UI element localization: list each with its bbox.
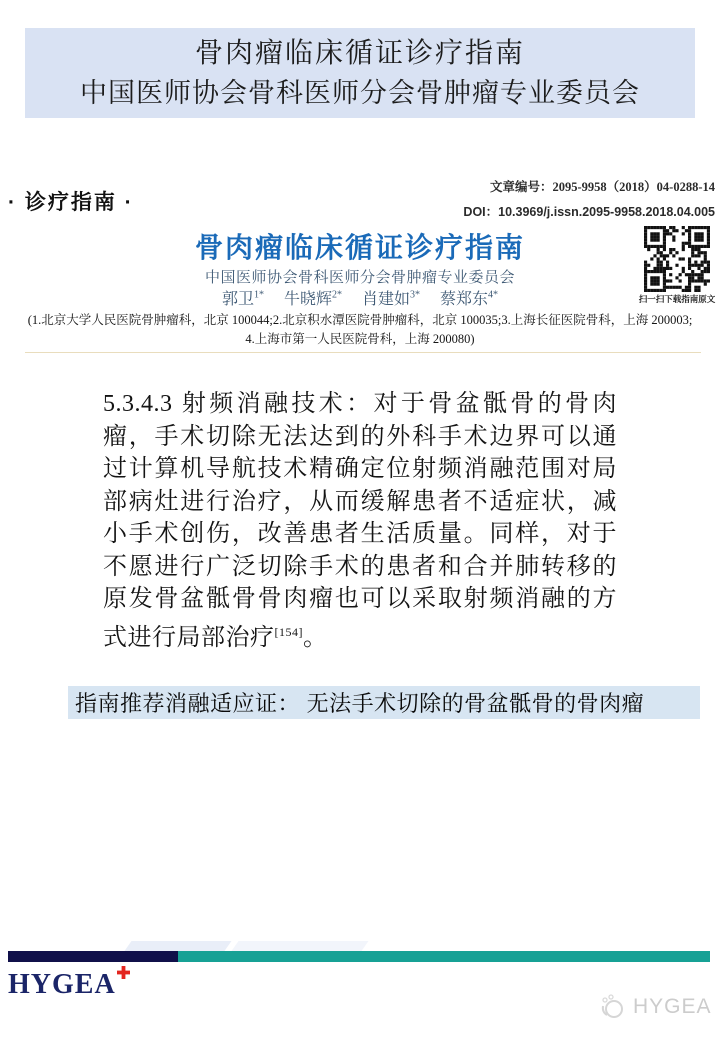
footer-ghost-shape	[124, 941, 231, 951]
hand-globe-icon	[598, 992, 628, 1022]
author-name: 牛晓辉	[283, 291, 332, 308]
author-sup: 2*	[332, 289, 342, 301]
author-name: 肖建如	[362, 291, 411, 308]
banner-title: 骨肉瘤临床循证诊疗指南	[194, 37, 525, 68]
watermark-text: HYGEA	[633, 995, 712, 1018]
affiliations	[0, 311, 720, 349]
hygea-logo	[8, 966, 130, 1001]
reference-marker: [154]	[274, 624, 303, 639]
hygea-logo-text: HYGEA	[8, 969, 116, 1000]
journal-meta	[463, 179, 715, 220]
paragraph-end: 。	[303, 624, 328, 651]
author-sup: 3*	[410, 289, 421, 301]
author-sup: 4*	[488, 289, 499, 301]
author-sup: 1*	[253, 289, 264, 301]
committee-line: 中国医师协会骨科医师分会骨肿瘤专业委员会	[204, 270, 515, 286]
affiliation-line: (1.北京大学人民医院骨肿瘤科，北京 100044;2.北京积水潭医院骨肿瘤科，北京 100035;3.上海长征医院骨科，上海 200003;	[27, 313, 693, 327]
header-banner	[25, 28, 695, 118]
affiliation-line: 4.上海市第一人民医院骨科，上海 200080)	[245, 332, 475, 346]
author	[284, 291, 342, 308]
footer-bar-teal	[178, 951, 710, 962]
divider-rule	[25, 352, 701, 353]
body-paragraph	[103, 388, 617, 654]
qr-block	[636, 226, 718, 305]
author	[362, 291, 420, 308]
watermark	[598, 992, 712, 1022]
recommendation-text: 指南推荐消融适应证： 无法手术切除的骨盆骶骨的骨肉瘤	[75, 691, 645, 716]
section-label: · 诊疗指南 ·	[8, 191, 134, 214]
author	[440, 291, 498, 308]
recommendation-highlight	[68, 686, 700, 719]
qr-caption: 扫一扫下载指南原文	[638, 294, 716, 304]
doi: DOI：10.3969/j.issn.2095-9958.2018.04.005	[463, 205, 715, 219]
author-name: 郭卫	[221, 291, 254, 308]
banner-subtitle: 中国医师协会骨科医师分会骨肿瘤专业委员会	[80, 78, 640, 108]
paragraph-text: 5.3.4.3 射频消融技术：对于骨盆骶骨的骨肉瘤，手术切除无法达到的外科手术边界可以通过计算机导航技术精确定位射频消融范围对局部病灶进行治疗，从而缓解患者不适症状，减小手术创伤，改善患者生活质量。同样，对于不愿进行广泛切除手术的患者和合并肺转移的原发骨盆骶骨骨肉瘤也可以采取射频消融的方式进行局部治疗	[103, 391, 617, 651]
article-title: 骨肉瘤临床循证诊疗指南	[194, 232, 525, 263]
footer-bar-navy	[8, 951, 178, 962]
footer-ghost-shape	[231, 941, 368, 951]
red-cross-icon	[117, 966, 130, 984]
article-number: 文章编号：2095-9958（2018）04-0288-14	[490, 180, 715, 194]
qr-code-icon	[644, 226, 710, 292]
author-name: 蔡郑东	[440, 291, 489, 308]
author-line	[0, 286, 720, 309]
author	[222, 291, 264, 308]
